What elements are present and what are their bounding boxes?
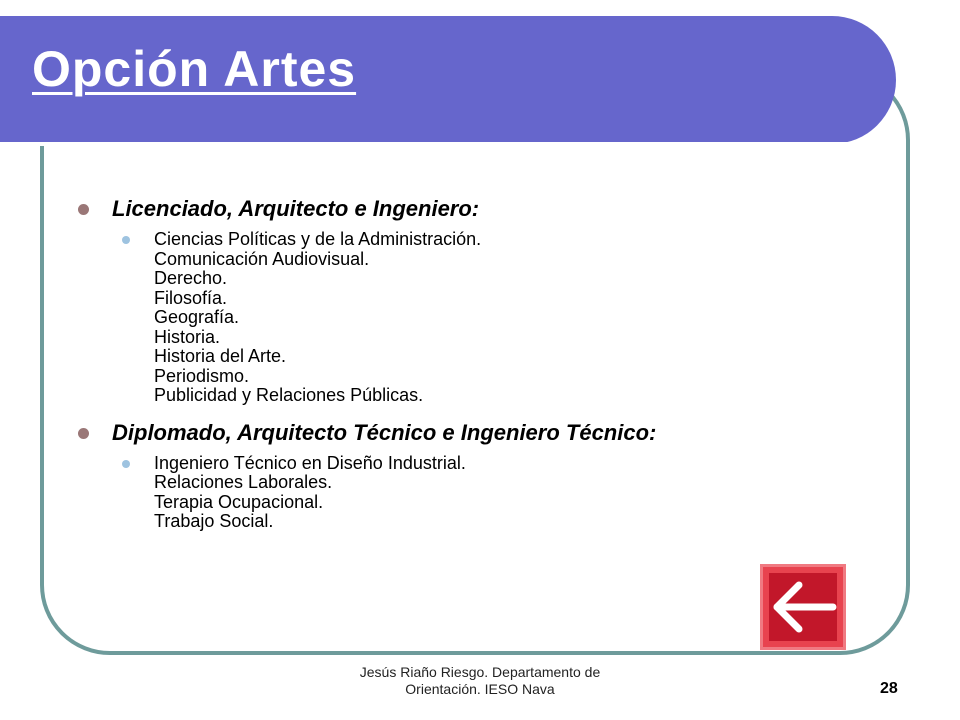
list-item: Trabajo Social. <box>154 511 274 531</box>
list-item: Geografía. <box>154 307 240 327</box>
list-item: Ingeniero Técnico en Diseño Industrial. <box>154 452 466 473</box>
back-button[interactable] <box>760 564 846 650</box>
sub-bullet-icon <box>122 236 130 244</box>
footer-credit <box>330 664 630 698</box>
bullet-icon <box>78 204 89 215</box>
list-item: Derecho. <box>154 268 228 288</box>
section-heading-2 <box>74 420 834 446</box>
section-heading-text: Diplomado, Arquitecto Técnico e Ingeniero Técnico: <box>112 419 657 445</box>
list-item: Publicidad y Relaciones Públicas. <box>154 385 424 405</box>
section-heading-text: Licenciado, Arquitecto e Ingeniero: <box>112 196 480 221</box>
section-heading-1 <box>74 196 834 222</box>
slide-content <box>74 196 834 532</box>
title-rule <box>0 142 848 146</box>
footer-line-2: Orientación. IESO Nava <box>405 681 555 697</box>
slide-title: Opción Artes <box>32 41 357 97</box>
list-item: Comunicación Audiovisual. <box>154 248 370 269</box>
section-items-1 <box>74 230 834 406</box>
list-item: Ciencias Políticas y de la Administración. <box>154 229 482 249</box>
left-arrow-icon <box>763 567 843 647</box>
list-item: Historia del Arte. <box>154 346 287 366</box>
list-item: Relaciones Laborales. <box>154 472 333 492</box>
list-item: Filosofía. <box>154 287 228 308</box>
footer-line-1: Jesús Riaño Riesgo. Departamento de <box>359 664 601 680</box>
list-item: Terapia Ocupacional. <box>154 491 324 512</box>
list-item: Historia. <box>154 326 221 347</box>
section-items-2 <box>74 454 834 532</box>
sub-bullet-icon <box>122 460 130 468</box>
bullet-icon <box>78 428 89 439</box>
list-item: Periodismo. <box>154 365 250 386</box>
page-number: 28 <box>880 680 898 697</box>
